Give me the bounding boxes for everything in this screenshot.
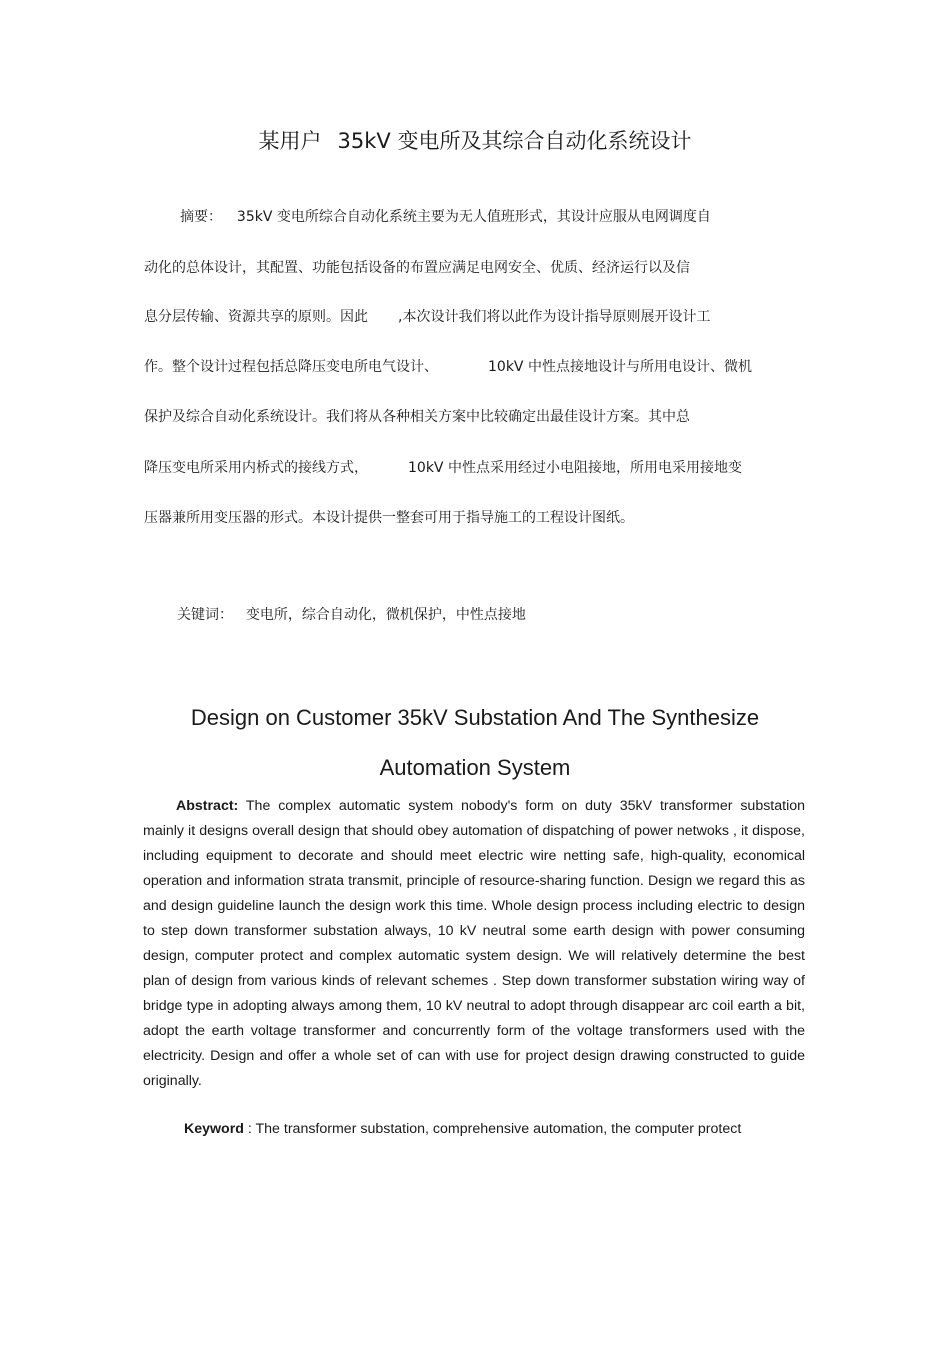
english-abstract-label: Abstract: [176,798,239,814]
chinese-title-part2: 35kV 变电所及其综合自动化系统设计 [337,129,692,153]
english-abstract [143,794,805,1094]
english-keyword-label: Keyword [184,1121,244,1137]
chinese-abstract-label: 摘要： [180,209,222,225]
chinese-title-part1: 某用户 [258,129,322,153]
chinese-keywords-label: 关键词： [177,607,233,623]
chinese-abstract-line-5: 保护及综合自动化系统设计。我们将从各种相关方案中比较确定出最佳设计方案。其中总 [144,409,690,425]
english-title-line-2: Automation System [379,755,571,780]
chinese-abstract-line-6: 降压变电所采用内桥式的接线方式， 10kV 中性点采用经过小电阻接地，所用电采用接地变 [144,460,742,476]
english-keyword [184,1118,741,1140]
english-keyword-text: : The transformer substation, comprehensive automation, the computer protect [247,1121,742,1137]
english-title-line-1: Design on Customer 35kV Substation And The Synthesize [190,705,760,730]
chinese-keywords [177,605,526,625]
chinese-title [0,126,950,156]
chinese-abstract-line-3: 息分层传输、资源共享的原则。因此 ,本次设计我们将以此作为设计指导原则展开设计工 [144,309,711,325]
english-abstract-text: The complex automatic system nobody's form on duty 35kV transformer substation mainly it designs overall design that should obey automation of dispatching of power netwoks , it dispose, including equipment to decorate and should meet electric wire netting safe, high-quality, economical operation and information strata transmit, principle of resource-sharing function. Design we regard this as and design guideline launch the design work this time. Whole design process including electric to design to step down transformer substation always, 10 kV neutral some earth design with power consuming design, computer protect and complex automatic system design. We will relatively determine the best plan of design from various kinds of relevant schemes . Step down transformer substation wiring way of bridge type in adopting always among them, 10 kV neutral to adopt through disappear arc coil earth a bit, adopt the earth voltage transformer and concurrently form of the voltage transformers used with the electricity. Design and offer a whole set of can with use for project design drawing constructed to guide originally. [143,798,806,1089]
chinese-abstract-line-2: 动化的总体设计，其配置、功能包括设备的布置应满足电网安全、优质、经济运行以及信 [144,260,690,276]
chinese-keywords-text: 变电所，综合自动化，微机保护，中性点接地 [245,607,526,623]
chinese-abstract-line-1: 摘要： 35kV 变电所综合自动化系统主要为无人值班形式，其设计应服从电网调度自 [180,209,711,225]
chinese-abstract-line-7: 压器兼所用变压器的形式。本设计提供一整套可用于指导施工的工程设计图纸。 [144,510,634,526]
chinese-abstract-line-4: 作。整个设计过程包括总降压变电所电气设计、 10kV 中性点接地设计与所用电设计、微机 [144,359,752,375]
